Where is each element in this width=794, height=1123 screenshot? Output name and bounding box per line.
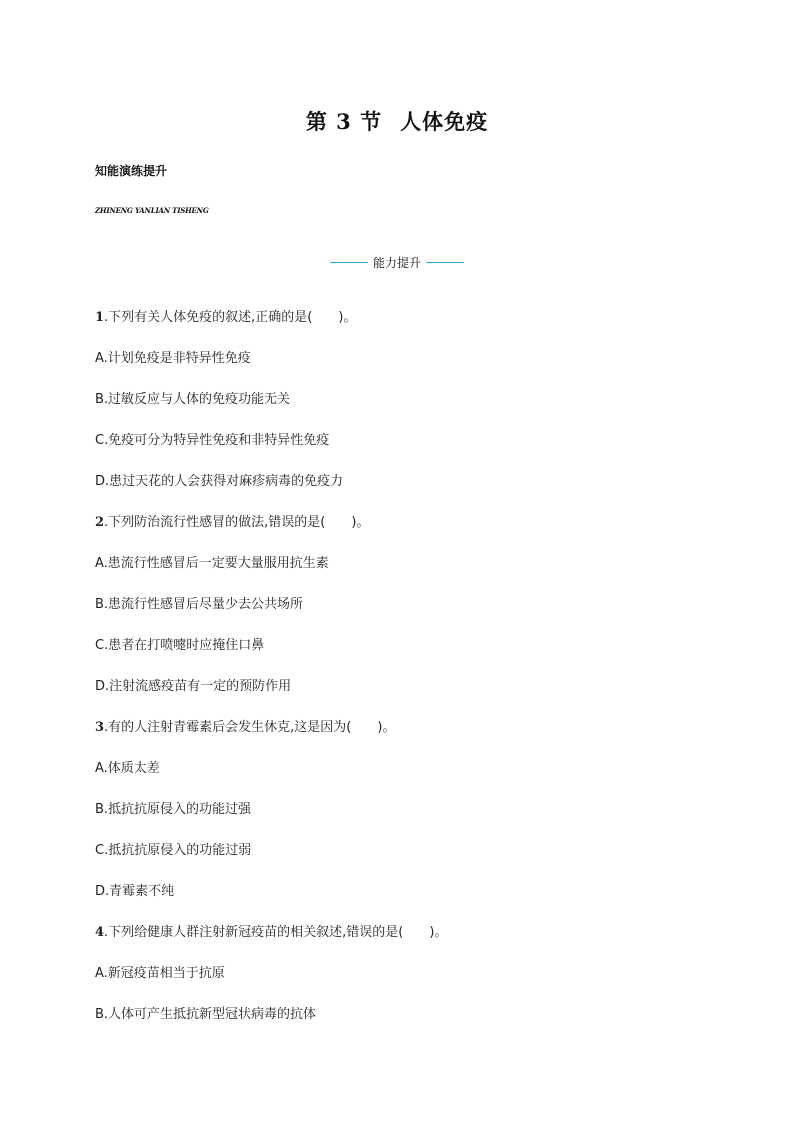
question-4	[95, 921, 447, 940]
question-1-option-d: D.患过天花的人会获得对麻疹病毒的免疫力	[95, 474, 344, 489]
section-pinyin: ZHINENG YANLIAN TISHENG	[95, 206, 209, 215]
question-1-option-b: B.过敏反应与人体的免疫功能无关	[95, 392, 291, 407]
question-stem: .下列给健康人群注射新冠疫苗的相关叙述,错误的是( )。	[104, 925, 448, 940]
question-number: 1	[95, 310, 105, 325]
question-3-option-d: D.青霉素不纯	[95, 884, 175, 899]
question-number: 3	[95, 720, 105, 735]
divider-line-left	[330, 262, 368, 263]
question-number: 4	[95, 925, 105, 940]
divider-text: 能力提升	[372, 256, 421, 270]
question-3-option-a: A.体质太差	[95, 761, 160, 776]
question-4-option-a: A.新冠疫苗相当于抗原	[95, 966, 225, 981]
question-2-option-b: B.患流行性感冒后尽量少去公共场所	[95, 597, 304, 612]
question-1-option-a: A.计划免疫是非特异性免疫	[95, 351, 251, 366]
question-1-option-c: C.免疫可分为特异性免疫和非特异性免疫	[95, 433, 330, 448]
question-2-option-a: A.患流行性感冒后一定要大量服用抗生素	[95, 556, 329, 571]
question-2-option-d: D.注射流感疫苗有一定的预防作用	[95, 679, 292, 694]
question-3-option-b: B.抵抗抗原侵入的功能过强	[95, 802, 252, 817]
question-stem: .下列防治流行性感冒的做法,错误的是( )。	[104, 515, 370, 530]
title-topic: 人体免疫	[400, 109, 489, 134]
question-1	[95, 306, 356, 325]
question-4-option-b: B.人体可产生抵抗新型冠状病毒的抗体	[95, 1007, 317, 1022]
divider-line-right	[426, 262, 464, 263]
question-3-option-c: C.抵抗抗原侵入的功能过弱	[95, 843, 252, 858]
title-section-number: 第 3 节	[305, 109, 383, 134]
question-2-option-c: C.患者在打喷嚏时应掩住口鼻	[95, 638, 265, 653]
question-number: 2	[95, 515, 105, 530]
question-stem: .下列有关人体免疫的叙述,正确的是( )。	[104, 310, 357, 325]
page-title	[0, 106, 794, 136]
section-label: 知能演练提升	[95, 164, 168, 178]
question-3	[95, 716, 395, 735]
question-2	[95, 511, 369, 530]
question-stem: .有的人注射青霉素后会发生休克,这是因为( )。	[104, 720, 396, 735]
section-divider	[0, 254, 794, 271]
